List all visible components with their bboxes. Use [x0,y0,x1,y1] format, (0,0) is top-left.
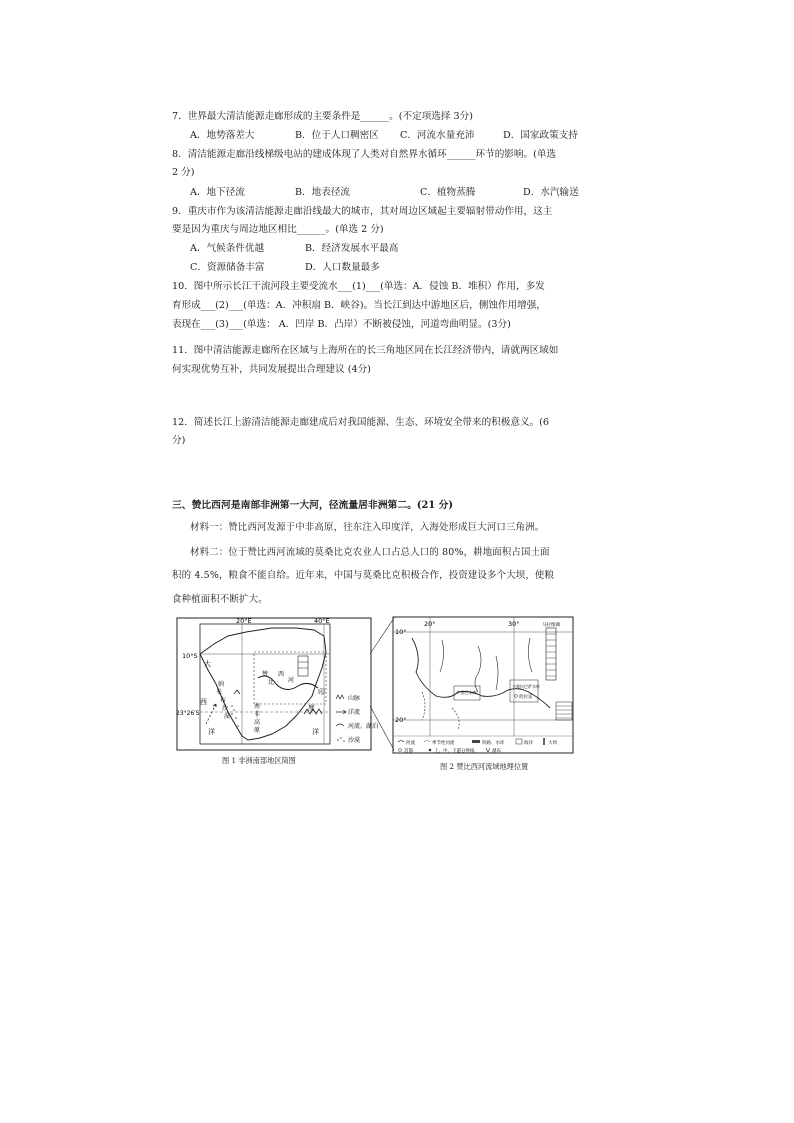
figure-2-caption: 图 2 赞比西河流域地理位置 [440,762,529,771]
option-b: B．位于人口稠密区 [295,130,379,141]
option-a: A．地势落差大 [190,130,255,141]
lat-label-10: 10° [395,628,407,636]
label-kariba: 卡里巴水库 [456,690,477,695]
label-harare: 哈拉雷 [519,695,533,700]
legend-waterfall: 瀑布 [492,749,501,754]
question-10-line3: 表现在___(3)___(单选： A．凹岸 B．凸岸）不断被侵蚀，河道弯曲明显。(3分) [172,319,511,330]
question-10-line2: 育形成___(2)___(单选：A．冲积扇 B．峡谷)。当长江到达中游地区后，侧蚀作用增强， [172,300,546,311]
question-10-line1: 10．图中所示长江干流河段主要受流水___(1)___(单选：A．侵蚀 B．堆积）作用，多发 [172,281,545,292]
option-b: B．地表径流 [295,187,351,198]
material-2-line3: 食种植面积不断扩大。 [172,594,268,605]
legend-rail-reservoir: 铁路、水库 [482,741,505,746]
label-indian-3: 洋 [312,728,319,736]
option-a: A．地下径流 [190,187,245,198]
label-indian-1: 印 [318,688,325,696]
legend-seasonal-river: 季节性河流 [432,741,455,746]
legend-boundary: 上、中、下游分界线 [434,749,475,754]
question-9-line1: 9．重庆市作为该清洁能源走廊沿线最大的城市，其对周边区域起主要辐射带动作用，这主 [172,206,553,217]
lat-label-tropic: 23°26′S [176,710,200,717]
option-c: C．河流水量充沛 [400,130,475,141]
question-8-options [190,184,585,202]
legend-river-lake: 河流、湖泊 [348,723,379,730]
question-11-line2: 何实现优势互补，共同发展提出合理建议 (4分) [172,364,371,375]
label-cahora: 卡奥拉巴萨水库 [512,684,540,689]
figure-1-caption: 图 1 非洲南部地区简图 [222,756,296,765]
lat-label-10s: 10°S [182,652,198,660]
option-c: C．植物蒸腾 [420,187,476,198]
material-2-line2: 积的 4.5%，粮食不能自给。近年来，中国与莫桑比克积极合作，投资建设多个大坝，使粮 [172,570,555,581]
label-plateau-1: 南 [254,703,261,710]
label-lake-malawi: 马拉维湖 [542,623,560,628]
legend-ocean: 海洋 [524,741,533,746]
label-zambezi-3: 西 [278,671,285,678]
material-2-line1: 材料二：位于赞比西河流域的莫桑比克农业人口占总人口的 80%，耕地面积占国土面 [190,547,550,558]
question-7: 7．世界最大清洁能源走廊形成的主要条件是______。(不定项选择 3分) [172,111,473,122]
label-plateau-4: 原 [254,727,261,734]
option-d: D．人口数量最多 [305,262,380,273]
material-1: 材料一：赞比西河发源于中非高原，往东注入印度洋，入海处形成巨大河口三角洲。 [190,522,545,533]
label-zambezi-1: 赞 [262,671,269,678]
label-atlantic-1: 大 [204,660,211,668]
label-atlantic-2: 西 [200,698,207,706]
question-8-line1: 8．清洁能源走廊沿线梯级电站的建成体现了人类对自然界水循环______环节的影响。(单选 [172,149,557,160]
option-d: D．水汽输送 [523,187,579,198]
question-11-line1: 11．图中清洁能源走廊所在区域与上海所在的长三角地区同在长江经济带内，请就两区域如 [172,345,559,356]
legend-current: 洋流 [348,709,361,716]
figure-1-map [176,614,379,754]
option-b: B．经济发展水平最高 [305,243,399,254]
label-namib-2: 米 [216,689,223,696]
section-3-title: 三、赞比西河是南部非洲第一大河，径流量居非洲第二。(21 分) [172,500,454,511]
label-namib-1: 纳 [218,681,225,688]
option-a: A．气候条件优越 [190,243,265,254]
question-9-options-row2 [190,259,490,277]
question-7-options [190,127,585,145]
legend-dam: 大坝 [548,741,557,746]
legend-desert: 沙漠 [348,737,361,744]
label-zambezi-4: 河 [288,677,295,684]
legend-mountain: 山脉 [348,695,361,702]
question-8-line2: 2 分) [172,167,195,178]
lat-label-20: 20° [395,716,407,724]
question-12-line1: 12．简述长江上游清洁能源走廊建成后对我国能源、生态、环境安全带来的积极意义。(6 [172,417,550,428]
legend-river: 河流 [406,741,415,746]
label-zambezi-2: 比 [268,679,275,686]
lon-label-20: 20° [424,620,436,628]
lon-label-20: 20°E [236,617,252,625]
figure-2-map [392,616,574,754]
option-c: C．资源储备丰富 [190,262,265,273]
label-plateau-3: 高 [254,719,261,726]
lon-label-30: 30° [508,620,520,628]
label-namib-3: 布 [220,697,227,704]
question-9-options-row1 [190,240,490,258]
question-9-line2: 要是因为重庆与周边地区相比______。(单选 2 分) [172,224,384,235]
label-atlantic-3: 洋 [208,728,215,736]
label-namib-4: 沙 [222,705,229,712]
label-namib-5: 漠 [224,713,231,720]
question-12-line2: 分) [172,435,186,446]
label-indian-2: 度 [308,704,315,712]
label-plateau-2: 非 [254,711,261,718]
legend-capital: 首都 [404,749,413,754]
option-d: D．国家政策支持 [503,130,578,141]
lon-label-40: 40°E [314,617,330,625]
